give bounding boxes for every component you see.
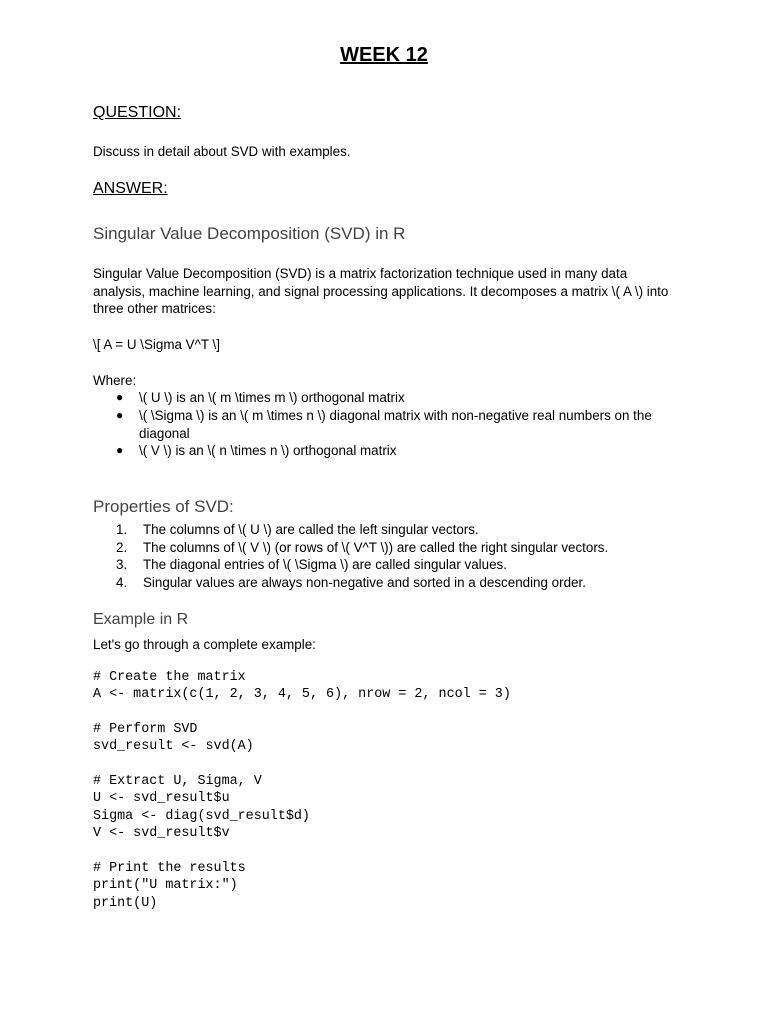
bullet-icon: ● bbox=[116, 443, 124, 457]
property-item: The diagonal entries of \( \Sigma \) are called singular values. bbox=[143, 557, 507, 572]
example-intro: Let's go through a complete example: bbox=[93, 637, 316, 652]
list-number: 3. bbox=[116, 557, 128, 572]
list-number: 4. bbox=[116, 575, 128, 590]
page-title: WEEK 12 bbox=[340, 44, 428, 66]
property-item: Singular values are always non-negative and sorted in a descending order. bbox=[143, 575, 586, 590]
code-block: # Create the matrix A <- matrix(c(1, 2, 3, 4, 5, 6), nrow = 2, ncol = 3) bbox=[93, 670, 511, 703]
list-number: 2. bbox=[116, 540, 128, 555]
section-heading-svd: Singular Value Decomposition (SVD) in R bbox=[93, 224, 406, 243]
section-heading-properties: Properties of SVD: bbox=[93, 497, 234, 516]
formula: \[ A = U \Sigma V^T \] bbox=[93, 337, 220, 352]
code-block: # Print the results print("U matrix:") print(U) bbox=[93, 861, 246, 911]
property-item: The columns of \( U \) are called the left singular vectors. bbox=[143, 522, 479, 537]
question-text: Discuss in detail about SVD with examples. bbox=[93, 144, 351, 159]
property-item: The columns of \( V \) (or rows of \( V^T \)) are called the right singular vectors. bbox=[143, 540, 609, 555]
code-block: # Extract U, Sigma, V U <- svd_result$u Sigma <- diag(svd_result$d) V <- svd_result$v bbox=[93, 774, 310, 842]
intro-paragraph: Singular Value Decomposition (SVD) is a matrix factorization technique used in many data analysis, machine learning, and signal processing applications. It decomposes a matrix \( A \) into three other matrices: bbox=[93, 266, 669, 316]
where-label: Where: bbox=[93, 373, 137, 388]
where-item: \( V \) is an \( n \times n \) orthogonal matrix bbox=[139, 443, 397, 458]
question-label: QUESTION: bbox=[93, 104, 182, 121]
where-item: \( U \) is an \( m \times m \) orthogonal matrix bbox=[139, 390, 405, 405]
bullet-icon: ● bbox=[116, 408, 124, 422]
code-block: # Perform SVD svd_result <- svd(A) bbox=[93, 722, 254, 755]
list-number: 1. bbox=[116, 522, 128, 537]
section-heading-example: Example in R bbox=[93, 611, 189, 628]
answer-label: ANSWER: bbox=[93, 180, 168, 197]
bullet-icon: ● bbox=[116, 390, 124, 404]
where-item: \( \Sigma \) is an \( m \times n \) diagonal matrix with non-negative real numbers on the diagonal bbox=[139, 408, 652, 441]
